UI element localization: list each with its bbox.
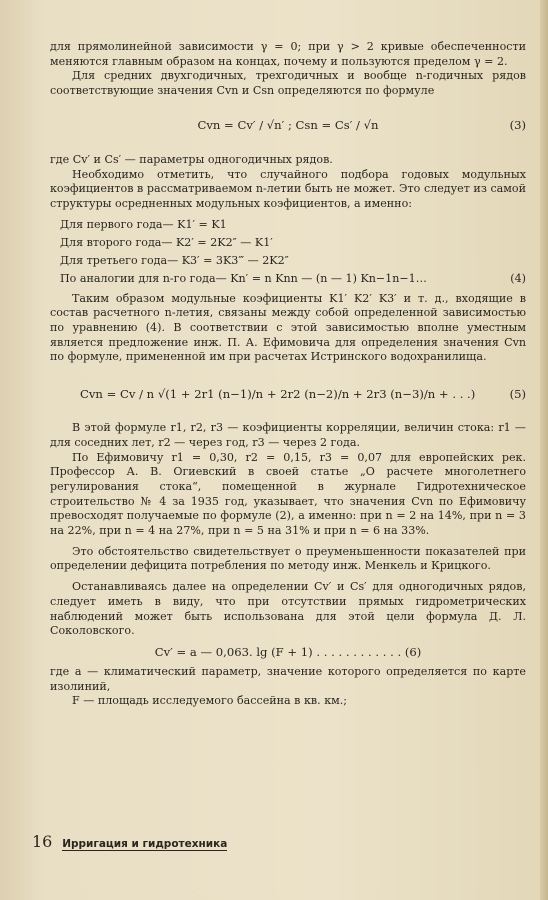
page-footer (32, 832, 227, 851)
formula-3 (50, 105, 526, 145)
paragraph-9: Останавливаясь далее на определении Cv′ и Cs′ для одногодичных рядов, следует иметь в виду, что при отсутствии прямых гидрометрических наблюдений может быть использована для этой цели формула Д. Л. Соколовского. (50, 580, 526, 638)
formula-6: Cv′ = a — 0,063. lg (F + 1) . . . . . . . . . . . . (6) (154, 644, 422, 659)
paragraph-1: для прямолинейной зависимости γ = 0; при γ > 2 кривые обеспеченности меняются главным образом на концах, почему и пользуются пределом γ = 2. (50, 40, 526, 68)
list-item-nth-year-text: По аналогии для n-го года— Kn′ = n Knn — (n — 1) Kn−1n−1… (60, 271, 427, 285)
formula-4-number: (4) (510, 271, 526, 285)
formula-3-body: Cvn = Cv′ / √n′ ; Csn = Cs′ / √n (197, 117, 379, 132)
paragraph-6: В этой формуле r1, r2, r3 — коэфициенты корреляции, величин стока: r1 — для соседних лет, r2 — через год, r3 — через 2 года. (50, 421, 526, 449)
paragraph-10: где a — климатический параметр, значение которого определяется по карте изолиний, (50, 664, 526, 693)
list-item-third-year: Для третьего года— K3′ = 3K3‴ — 2K2″ (60, 253, 289, 267)
paragraph-11: F — площадь исследуемого бассейна в кв. км.; (72, 694, 348, 708)
paragraph-5: Таким образом модульные коэфициенты K1′ K2′ K3′ и т. д., входящие в состав расчетного n-летия, связаны между собой определенной зависимостью по уравнению (4). В соответствии с этой зависимостью вполне уместным является предложение инж. П. А. Ефимовича для определения значения Cvn по формуле, примененной им при расчетах Истринского водохранилища. (50, 291, 526, 364)
page-edge (540, 0, 548, 900)
paragraph-3: где Cv′ и Cs′ — параметры одногодичных рядов. (50, 152, 333, 166)
list-item-first-year: Для первого года— K1′ = K1 (60, 217, 227, 231)
paragraph-4: Необходимо отметить, что случайного подбора годовых модульных коэфициентов в рассматриваемом n-летии быть не может. Это следует из самой структуры осредненных модульных коэфициентов, а именно: (50, 167, 526, 210)
paragraph-8: Это обстоятельство свидетельствует о преуменьшенности показателей при определении дефицита потребления по методу инж. Менкель и Крицкого. (50, 544, 526, 573)
paragraph-7: По Ефимовичу r1 = 0,30, r2 = 0,15, r3 = 0,07 для европейских рек. Профессор А. В. Огиевский в своей статье „О расчете многолетнего регулирования стока“, помещенной в журнале Гидротехническое строительство № 4 за 1935 год, указывает, что значения Cvn по Ефимовичу превосходят получаемые по формуле (2), а именно: при n = 2 на 14%, при n = 3 на 22%, при n = 4 на 27%, при n = 5 на 31% и при n = 6 на 33%. (50, 450, 526, 538)
paragraph-2: Для средних двухгодичных, трехгодичных и вообще n-годичных рядов соответствующие значения Cvn и Csn определяются по формуле (50, 69, 526, 98)
formula-5-number: (5) (509, 387, 526, 402)
coefficient-list (50, 216, 526, 288)
list-item-nth-year (50, 270, 526, 288)
list-item-second-year: Для второго года— K2′ = 2K2″ — K1′ (60, 235, 273, 249)
formula-5-body: Cvn = Cv / n √(1 + 2r1 (n−1)/n + 2r2 (n−2)/n + 2r3 (n−3)/n + . . .) (80, 387, 476, 402)
page-number: 16 (32, 832, 53, 851)
journal-title: Ирригация и гидротехника (62, 838, 228, 850)
formula-3-number: (3) (509, 117, 526, 132)
formula-5 (50, 369, 526, 419)
